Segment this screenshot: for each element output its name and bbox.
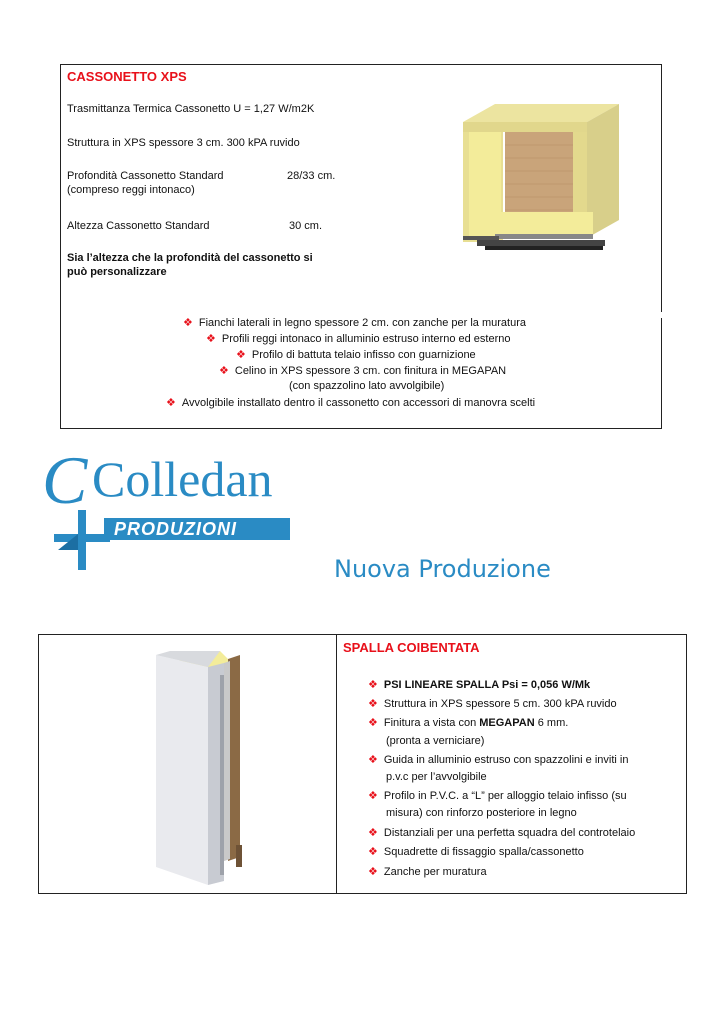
profondita-value: 28/33 cm. [287, 170, 336, 182]
bullet-diamond-icon: ❖ [368, 790, 378, 802]
spalla-item-finitura-note: (pronta a verniciare) [386, 735, 485, 747]
bullet-diamond-icon: ❖ [368, 846, 378, 858]
spalla-item-guida-cont: p.v.c per l’avvolgibile [386, 771, 487, 783]
spalla-item-struttura: ❖ Struttura in XPS spessore 5 cm. 300 kPA ruvido [368, 698, 617, 710]
headline: Nuova Produzione [334, 555, 551, 583]
custom-line-1: Sia l’altezza che la profondità del cassonetto si [67, 252, 313, 264]
spalla-item-psi: ❖ PSI LINEARE SPALLA Psi = 0,056 W/Mk [368, 679, 591, 691]
cassonetto-illustration [455, 100, 625, 260]
spalla-item-profilo-cont: misura) con rinforzo posteriore in legno [386, 807, 577, 819]
bullet-diamond-icon: ❖ [368, 866, 378, 878]
border-gap [656, 312, 664, 318]
logo-name: Colledan [92, 451, 273, 507]
cassonetto-bullet-3: ❖ Profilo di battuta telaio infisso con guarnizione [236, 349, 476, 361]
bullet-diamond-icon: ❖ [368, 717, 378, 729]
bullet-diamond-icon: ❖ [166, 397, 176, 409]
logo-arrow-icon [50, 510, 110, 570]
bullet-diamond-icon: ❖ [183, 317, 193, 329]
bullet-diamond-icon: ❖ [368, 827, 378, 839]
megapan-label: MEGAPAN [479, 717, 535, 729]
bullet-diamond-icon: ❖ [219, 365, 229, 377]
cassonetto-bullet-1: ❖ Fianchi laterali in legno spessore 2 cm. con zanche per la muratura [183, 317, 526, 329]
trasmittanza-line: Trasmittanza Termica Cassonetto U = 1,27 W/m2K [67, 103, 315, 115]
cassonetto-bullet-4-note: (con spazzolino lato avvolgibile) [289, 380, 445, 392]
bullet-diamond-icon: ❖ [368, 698, 378, 710]
cassonetto-title: CASSONETTO XPS [67, 69, 187, 84]
spalla-item-finitura: ❖ Finitura a vista con MEGAPAN 6 mm. [368, 717, 569, 729]
altezza-value: 30 cm. [289, 220, 323, 232]
profondita-label: Profondità Cassonetto Standard [67, 170, 224, 182]
custom-line-2: può personalizzare [67, 266, 167, 278]
spalla-item-zanche: ❖ Zanche per muratura [368, 866, 487, 878]
cassonetto-bullet-5: ❖ Avvolgibile installato dentro il cassonetto con accessori di manovra scelti [166, 397, 536, 409]
bullet-diamond-icon: ❖ [236, 349, 246, 361]
profondita-note: (compreso reggi intonaco) [67, 184, 195, 196]
spalla-item-distanziali: ❖ Distanziali per una perfetta squadra del controtelaio [368, 827, 636, 839]
cassonetto-bullet-2: ❖ Profili reggi intonaco in alluminio estruso interno ed esterno [206, 333, 511, 345]
spalla-item-guida: ❖ Guida in alluminio estruso con spazzolini e inviti in [368, 754, 629, 766]
bullet-diamond-icon: ❖ [206, 333, 216, 345]
altezza-label: Altezza Cassonetto Standard [67, 220, 210, 232]
spalla-title: SPALLA COIBENTATA [343, 640, 480, 655]
spalla-divider [336, 634, 337, 894]
bullet-diamond-icon: ❖ [368, 679, 378, 691]
logo-initial-c: C [42, 442, 88, 518]
spalla-item-profilo: ❖ Profilo in P.V.C. a “L” per alloggio telaio infisso (su [368, 790, 627, 802]
bullet-diamond-icon: ❖ [368, 754, 378, 766]
struttura-line: Struttura in XPS spessore 3 cm. 300 kPA ruvido [67, 137, 300, 149]
spalla-illustration [150, 645, 260, 890]
logo-sub: PRODUZIONI [114, 519, 238, 539]
cassonetto-bullet-4: ❖ Celino in XPS spessore 3 cm. con finitura in MEGAPAN [219, 365, 507, 377]
spalla-item-squadrette: ❖ Squadrette di fissaggio spalla/cassonetto [368, 846, 584, 858]
